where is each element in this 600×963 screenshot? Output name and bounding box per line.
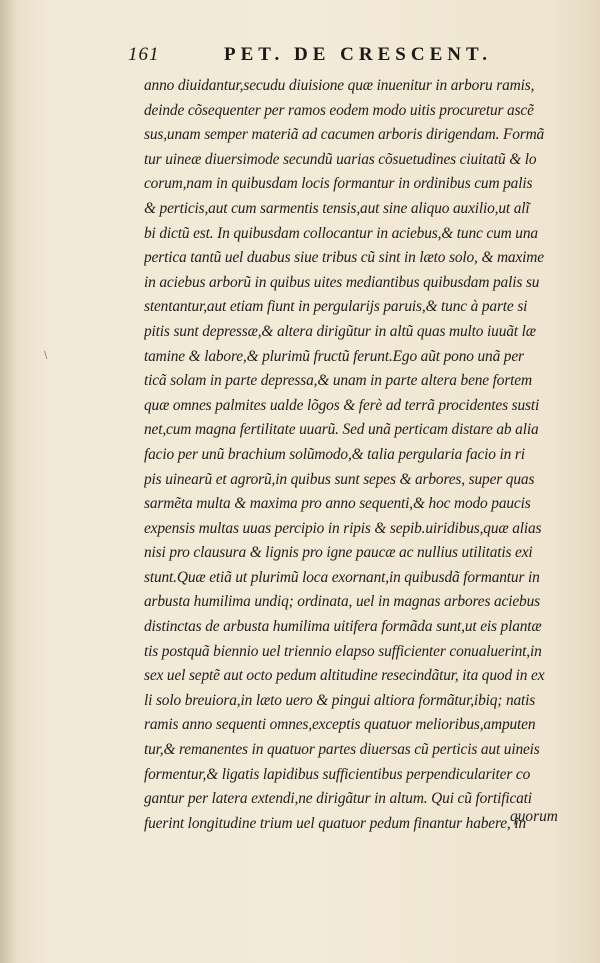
text-line: pis uinearũ et agrorũ,in quibus sunt sepes & arbores, super quas	[144, 470, 535, 488]
text-line: nisi pro clausura & lignis pro igne paucæ ac nullius utilitatis exi	[144, 544, 533, 562]
text-line: stunt.Quæ etiã ut plurimũ loca exornant,in quibusdã formantur in	[144, 568, 540, 586]
text-line: gantur per latera extendi,ne dirigãtur in altum. Qui cũ fortificati	[144, 790, 532, 808]
text-line: ticã solam in parte depressa,& unam in parte altera bene fortem	[144, 372, 532, 390]
text-line: tur,& remanentes in quatuor partes diuersas cũ perticis aut uineis	[144, 741, 540, 759]
text-line: formentur,& ligatis lapidibus sufficientibus perpendiculariter co	[144, 765, 531, 783]
text-line: arbusta humilima undiq; ordinata, uel in magnas arbores aciebus	[144, 593, 540, 611]
text-line: sarmẽta multa & maxima pro anno sequenti,& hoc modo paucis	[144, 495, 531, 513]
text-line: & perticis,aut cum sarmentis tensis,aut sine aliquo auxilio,ut alĩ	[144, 199, 530, 217]
text-line: tis postquã biennio uel triennio elapso sufficienter conualuerint,in	[144, 642, 542, 660]
text-line: li solo breuiora,in læto uero & pingui altiora formãtur,ibiq; natis	[144, 691, 536, 709]
text-line: sus,unam semper materiã ad cacumen arboris dirigendam. Formã	[144, 126, 545, 144]
text-line: tur uineæ diuersimode secundũ uarias cõsuetudines ciuitatũ & lo	[144, 150, 537, 168]
running-head: PET. DE CRESCENT.	[224, 44, 492, 65]
catchword: quorum	[510, 808, 558, 825]
folio-number: 161	[128, 44, 160, 65]
text-line: in aciebus arborũ in quibus uites mediantibus quibusdam palis su	[144, 273, 540, 291]
text-line: pitis sunt depressæ,& altera dirigũtur in altũ quas multo iuuãt læ	[144, 322, 536, 340]
text-line: corum,nam in quibusdam locis formantur in ordinibus cum palis	[144, 175, 533, 193]
text-line: facio per unũ brachium solũmodo,& talia pergularia facio in ri	[144, 445, 525, 463]
text-line: anno diuidantur,secudu diuisione quæ inuenitur in arboru ramis,	[144, 77, 535, 94]
text-line: pertica tantũ uel duabus siue tribus cũ sint in læto solo, & maxime	[144, 249, 544, 267]
text-line: tamine & labore,& plurimũ fructũ ferunt.Ego aũt pono unã per	[144, 347, 524, 365]
text-line: stentantur,aut etiam fiunt in pergularijs paruis,& tunc à parte si	[144, 298, 528, 316]
text-line: bi dictũ est. In quibusdam collocantur in aciebus,& tunc cum una	[144, 224, 538, 242]
body-text	[144, 74, 574, 836]
text-line: expensis multas uuas percipio in ripis & sepib.uiridibus,quæ alias	[144, 519, 542, 537]
page-header	[128, 44, 568, 68]
margin-mark: \	[44, 350, 48, 361]
gutter-shadow	[0, 0, 18, 963]
text-line: net,cum magna fertilitate uuarũ. Sed unã perticam distare ab alia	[144, 421, 539, 439]
text-line: quæ omnes palmites ualde lõgos & ferè ad terrã procidentes susti	[144, 396, 540, 414]
text-line: ramis anno sequenti omnes,exceptis quatuor melioribus,amputen	[144, 716, 536, 734]
text-line: distinctas de arbusta humilima uitifera formãda sunt,ut eis plantæ	[144, 618, 542, 636]
text-line: sex uel septẽ aut octo pedum altitudine resecindãtur, ita quod in ex	[144, 667, 545, 685]
text-line: deinde cõsequenter per ramos eodem modo uitis procuretur ascẽ	[144, 101, 534, 119]
text-line: fuerint longitudine trium uel quatuor pedum finantur habere, in	[144, 814, 526, 832]
